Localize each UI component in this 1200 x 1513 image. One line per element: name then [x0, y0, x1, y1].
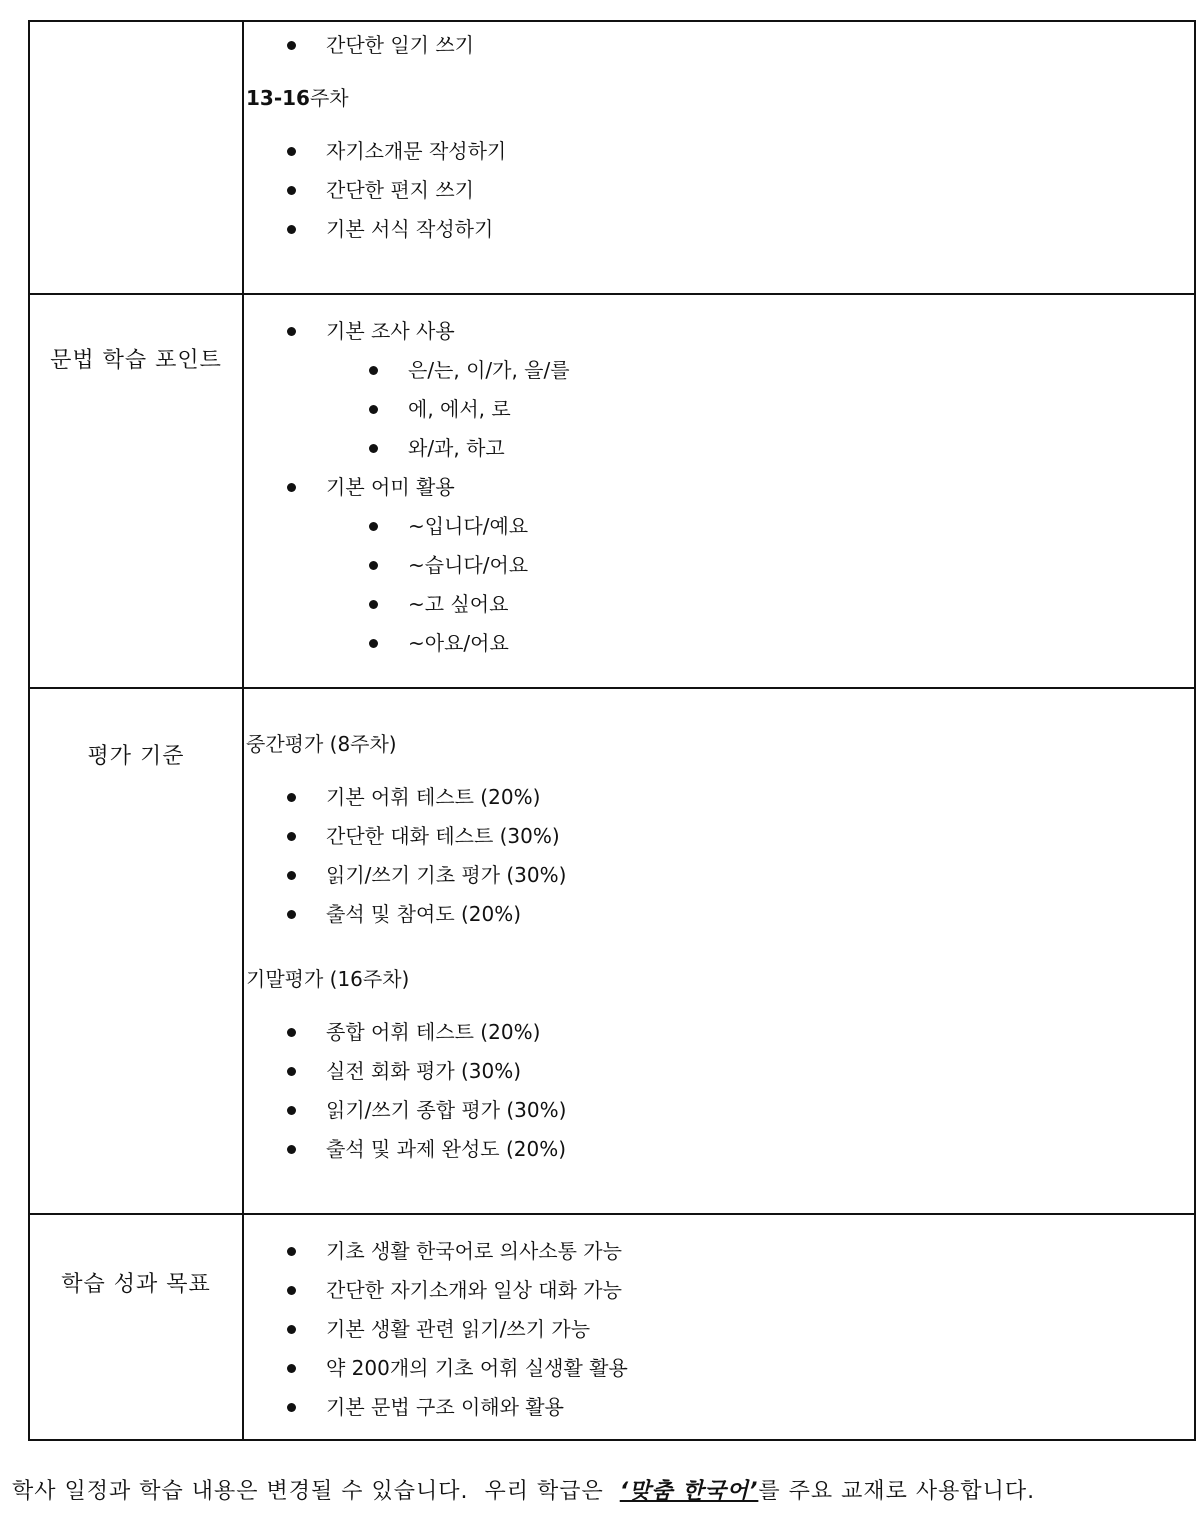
row-writing — [29, 21, 1195, 294]
list-item: 출석 및 과제 완성도 (20%) — [244, 1130, 1194, 1169]
list-item: 종합 어휘 테스트 (20%) — [244, 1013, 1194, 1052]
list-item: 와/과, 하고 — [244, 429, 1194, 468]
outcomes-content-cell — [243, 1214, 1195, 1440]
list-item: 기본 조사 사용 은/는, 이/가, 을/를 에, 에서, 로 와/과, 하고 — [244, 312, 1194, 468]
row-grammar — [29, 294, 1195, 688]
list-item: 읽기/쓰기 기초 평가 (30%) — [244, 856, 1194, 895]
textbook-title: ‘맞춤 한국어’ — [619, 1479, 759, 1504]
list-item: 기본 생활 관련 읽기/쓰기 가능 — [244, 1310, 1194, 1349]
grammar-label-cell: 문법 학습 포인트 — [29, 294, 243, 688]
list-item: 실전 회화 평가 (30%) — [244, 1052, 1194, 1091]
writing-content-cell — [243, 21, 1195, 294]
list-item: 출석 및 참여도 (20%) — [244, 895, 1194, 934]
grammar-content-cell — [243, 294, 1195, 688]
week-heading: 13-16주차 — [246, 86, 349, 110]
row-outcomes — [29, 1214, 1195, 1440]
list-item: 간단한 편지 쓰기 — [244, 171, 1194, 210]
list-item: 기본 어미 활용 ~입니다/예요 ~습니다/어요 ~고 싶어요 ~아요/어요 — [244, 468, 1194, 663]
evaluation-content-cell — [243, 688, 1195, 1214]
list-item: 기본 서식 작성하기 — [244, 210, 1194, 249]
outcomes-label-cell: 학습 성과 목표 — [29, 1214, 243, 1440]
list-item: 간단한 일기 쓰기 — [244, 26, 1194, 65]
list-item: 읽기/쓰기 종합 평가 (30%) — [244, 1091, 1194, 1130]
footer-note: 학사 일정과 학습 내용은 변경될 수 있습니다. 우리 학급은 ‘맞춤 한국어’를 주요 교재로 사용합니다. — [12, 1479, 1036, 1504]
list-item: ~습니다/어요 — [244, 546, 1194, 585]
curriculum-table — [28, 20, 1196, 1441]
list-item: ~고 싶어요 — [244, 585, 1194, 624]
list-item: ~입니다/예요 — [244, 507, 1194, 546]
row-evaluation — [29, 688, 1195, 1214]
final-heading: 기말평가 (16주차) — [246, 967, 410, 991]
list-item: 기초 생활 한국어로 의사소통 가능 — [244, 1232, 1194, 1271]
list-item: 자기소개문 작성하기 — [244, 132, 1194, 171]
midterm-heading: 중간평가 (8주차) — [246, 732, 397, 756]
list-item: 기본 문법 구조 이해와 활용 — [244, 1388, 1194, 1427]
writing-label-cell — [29, 21, 243, 294]
evaluation-label-cell: 평가 기준 — [29, 688, 243, 1214]
list-item: 약 200개의 기초 어휘 실생활 활용 — [244, 1349, 1194, 1388]
list-item: 간단한 자기소개와 일상 대화 가능 — [244, 1271, 1194, 1310]
list-item: 에, 에서, 로 — [244, 390, 1194, 429]
list-item: ~아요/어요 — [244, 624, 1194, 663]
list-item: 간단한 대화 테스트 (30%) — [244, 817, 1194, 856]
list-item: 기본 어휘 테스트 (20%) — [244, 778, 1194, 817]
list-item: 은/는, 이/가, 을/를 — [244, 351, 1194, 390]
